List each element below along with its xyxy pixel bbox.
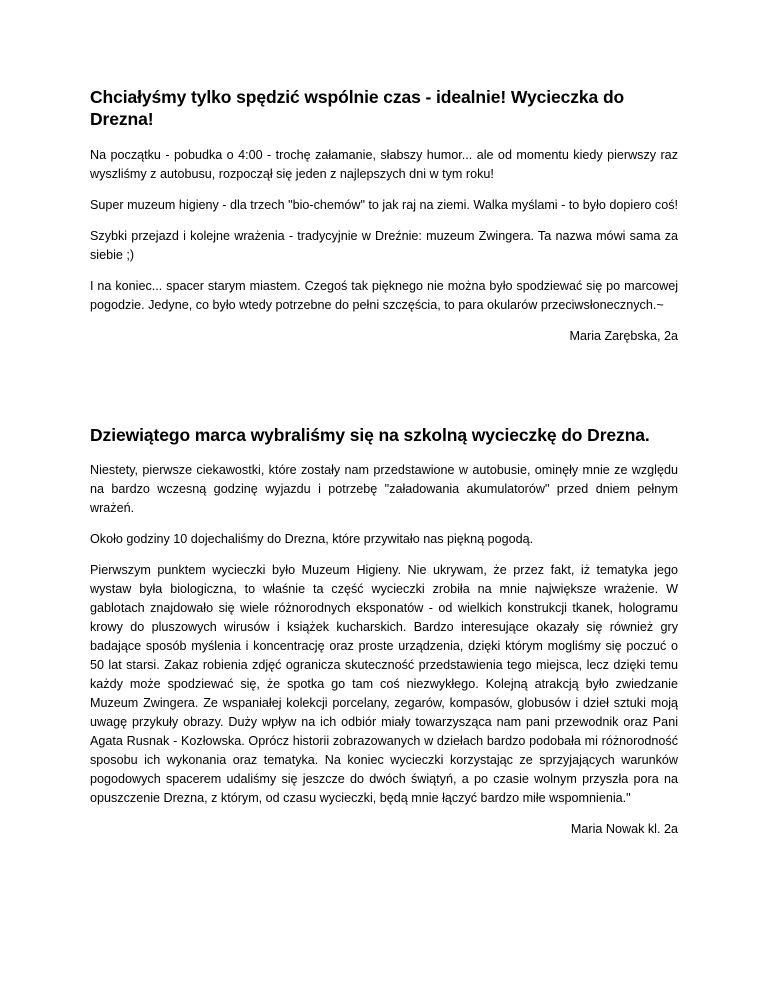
article-second	[90, 424, 678, 851]
article-paragraph: Szybki przejazd i kolejne wrażenia - tradycyjnie w Dreźnie: muzeum Zwingera. Ta nazwa mówi sama za siebie ;)	[90, 229, 678, 262]
article-paragraph: Super muzeum higieny - dla trzech "bio-chemów" to jak raj na ziemi. Walka myślami - to było dopiero coś!	[90, 198, 679, 212]
author-signature: Maria Zarębska, 2a	[569, 329, 678, 343]
article-paragraph: Pierwszym punktem wycieczki było Muzeum Higieny. Nie ukrywam, że przez fakt, iż tematyka jego wystaw była biologiczna, to właśnie ta część wycieczki zrobiła na mnie największe wrażenie. W gablotach znajdowało się wiele różnorodnych eksponatów - od wielkich konstrukcji tkanek, hologramu krowy do pluszowych wirusów i książek kucharskich. Bardzo interesujące okazały się również gry badające sposób myślenia i koncentrację oraz proste urządzenia, dzięki którym mogliśmy się poczuć o 50 lat starsi. Zakaz robienia zdjęć ogranicza skuteczność przedstawienia tego miejsca, lecz dzięki temu każdy może spodziewać się, że spotka go tam coś niezwykłego. Kolejną atrakcją było zwiedzanie Muzeum Zwingera. Ze wspaniałej kolekcji porcelany, zegarów, kompasów, globusów i dzieł sztuki moją uwagę przykuły obrazy. Duży wpływ na ich odbiór miały towarzysząca nam pani przewodnik oraz Pani Agata Rusnak - Kozłowska. Oprócz historii zobrazowanych w dziełach bardzo podobała mi różnorodność sposobu ich wykonania oraz tematyka. Na koniec wycieczki korzystając ze sprzyjających warunków pogodowych spacerem udaliśmy się jeszcze do dwóch świątyń, a po czasie wolnym przyszła pora na opuszczenie Drezna, z którym, od czasu wycieczki, będą mnie łączyć bardzo miłe wspomnienia."	[90, 563, 678, 805]
article-paragraph: Niestety, pierwsze ciekawostki, które zostały nam przedstawione w autobusie, ominęły mnie ze względu na bardzo wczesną godzinę wyjazdu i potrzebę "załadowania akumulatorów" przed dniem pełnym wrażeń.	[90, 463, 678, 515]
article-first	[90, 86, 678, 358]
article-title: Dziewiątego marca wybraliśmy się na szkolną wycieczkę do Drezna.	[90, 425, 650, 445]
article-paragraph: I na koniec... spacer starym miastem. Czegoś tak pięknego nie można było spodziewać się po marcowej pogodzie. Jedyne, co było wtedy potrzebne do pełni szczęścia, to para okularów przeciwsłonecznych.~	[90, 279, 678, 312]
article-title: Chciałyśmy tylko spędzić wspólnie czas - idealnie! Wycieczka do Drezna!	[90, 87, 625, 129]
article-paragraph: Około godziny 10 dojechaliśmy do Drezna, które przywitało nas piękną pogodą.	[90, 532, 534, 546]
article-paragraph: Na początku - pobudka o 4:00 - trochę załamanie, słabszy humor... ale od momentu kiedy pierwszy raz wyszliśmy z autobusu, rozpoczął się jeden z najlepszych dni w tym roku!	[90, 148, 678, 181]
author-signature: Maria Nowak kl. 2a	[570, 822, 678, 836]
